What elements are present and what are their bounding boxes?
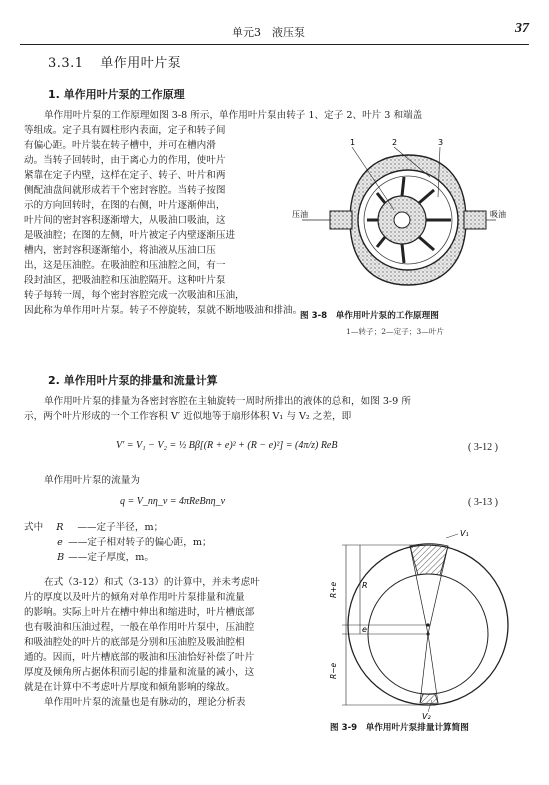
paragraph-displacement [24, 394, 411, 424]
heading-displacement: 2. 单作用叶片泵的排量和流量计算 [48, 374, 218, 387]
figure-3-8-caption: 图 3-8 单作用叶片泵的工作原理图 [300, 311, 439, 321]
label-2: 2 [392, 138, 398, 147]
text-line: 厚度及倾角所占据体积而引起的排量和流量的减小，这 [24, 667, 255, 678]
text-line: 是吸油腔；在图的左侧，叶片被定子内壁逐渐压进 [24, 230, 236, 241]
running-header [0, 22, 549, 42]
text-line: 就是在计算中不考虑叶片厚度和倾角影响的缘故。 [24, 682, 236, 693]
header-unit-title: 单元3 液压泵 [232, 26, 305, 39]
label-pressure: 压油 [292, 210, 308, 219]
symbol-desc: ——定子厚度，m。 [68, 552, 154, 563]
label-suction: 吸油 [490, 210, 506, 219]
text-line: 侧配油盘间就形成若干个密封容腔。当转子按图 [24, 185, 226, 196]
text-line: 通的。因而，叶片槽底部的吸油和压油恰好补偿了叶片 [24, 652, 255, 663]
section-title: 单作用叶片泵 [100, 56, 182, 71]
label-e: e [362, 625, 367, 634]
equation-3-12: V′ = V₁ − V₂ = ½ Bβ[(R + e)² + (R − e)²] = (4π/z) ReB [116, 440, 338, 451]
label-v1: V₁ [460, 530, 469, 538]
section-heading [48, 52, 181, 71]
text-line: 也有吸油和压油过程，一般在单作用叶片泵中，压油腔 [24, 622, 255, 633]
text-line: 和吸油腔处的叶片的底部是分别和压油腔及吸油腔相 [24, 637, 245, 648]
text-line: 动。当转子回转时，由于离心力的作用，使叶片 [24, 155, 226, 166]
header-rule [20, 44, 529, 45]
figure-3-9 [322, 530, 522, 720]
equation-3-13-number: ( 3-13 ) [468, 497, 498, 508]
symbol-row [24, 535, 212, 550]
text-line: 转子每转一周，每个密封容腔完成一次吸油和压油， [24, 290, 245, 301]
label-1: 1 [350, 138, 356, 147]
symbol: e [57, 537, 63, 548]
figure-3-9-caption: 图 3-9 单作用叶片泵排量计算简图 [330, 723, 469, 733]
displacement-diagram [322, 530, 522, 720]
text-line: 单作用叶片泵的流量也是有脉动的，理论分析表 [44, 697, 246, 708]
text-line: 出，这是压油腔。在吸油腔和压油腔之间，有一 [24, 260, 226, 271]
equation-3-12-number: ( 3-12 ) [468, 442, 498, 453]
figure-3-8 [290, 135, 520, 305]
text-line: 片的厚度以及叶片的倾角对单作用叶片泵排量和流量 [24, 592, 245, 603]
label-v2: V₂ [422, 712, 431, 720]
symbol-row [24, 550, 212, 565]
symbol-row [24, 520, 212, 535]
symbol-lead: 式中 [24, 522, 44, 533]
text-line: 因此称为单作用叶片泵。转子不停旋转，泵就不断地吸油和排油。 [24, 305, 303, 316]
symbol-desc: ——定子半径，m； [77, 522, 164, 533]
text-line: 单作用叶片泵的工作原理如图 3-8 所示，单作用叶片泵由转子 1、定子 2、叶片 3 和端盖 [44, 110, 423, 121]
paragraph-analysis [24, 575, 260, 710]
section-number: 3.3.1 [48, 56, 84, 71]
text-line: 单作用叶片泵的排量为各密封容腔在主轴旋转一周时所排出的液体的总和，如图 3-9 所 [44, 396, 411, 407]
page-number: 37 [515, 21, 529, 36]
text-line: 叶片间的密封容积逐渐增大，从吸油口吸油，这 [24, 215, 226, 226]
text-line: 等组成。定子具有圆柱形内表面，定子和转子间 [24, 125, 226, 136]
symbol: B [57, 552, 65, 563]
text-line: 槽内，密封容积逐渐缩小，将油液从压油口压 [24, 245, 216, 256]
label-r-plus-e: R+e [329, 581, 338, 598]
symbol-list [24, 520, 212, 565]
label-3: 3 [438, 138, 444, 147]
vane-pump-diagram [290, 135, 520, 305]
text-line: 的影响。实际上叶片在槽中伸出和缩进时，叶片槽底部 [24, 607, 255, 618]
text-line: 示的方向回转时，在图的右侧，叶片逐渐伸出， [24, 200, 226, 211]
equation-3-13: q = V_nη_v = 4πReBnη_v [120, 496, 226, 507]
label-r-minus-e: R−e [329, 662, 338, 679]
figure-3-8-legend: 1—转子；2—定子；3—叶片 [346, 327, 445, 336]
text-line: 有偏心距。叶片装在转子槽中，并可在槽内滑 [24, 140, 216, 151]
heading-working-principle: 1. 单作用叶片泵的工作原理 [48, 88, 185, 101]
flow-intro: 单作用叶片泵的流量为 [44, 475, 140, 486]
text-line: 示，两个叶片形成的一个工作容积 V′ 近似地等于扇形体积 V₁ 与 V₂ 之差，即 [24, 411, 352, 422]
label-r: R [362, 581, 368, 590]
text-line: 在式（3-12）和式（3-13）的计算中，并未考虑叶 [44, 577, 260, 588]
text-line: 紧靠在定子内壁，这样在定子、转子、叶片和两 [24, 170, 226, 181]
text-line: 段封油区，把吸油腔和压油腔隔开。这种叶片泵 [24, 275, 226, 286]
symbol-desc: ——定子相对转子的偏心距，m； [68, 537, 212, 548]
symbol: R [56, 522, 64, 533]
